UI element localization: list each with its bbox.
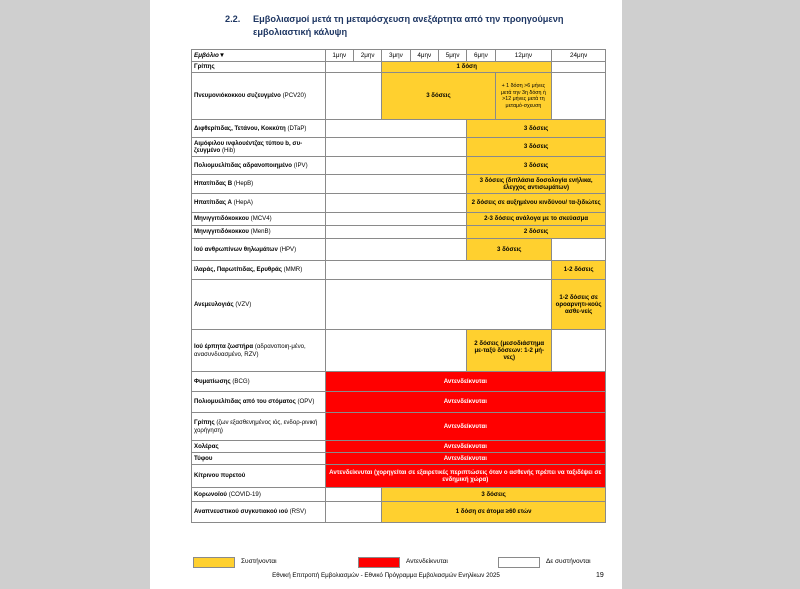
table-row bbox=[192, 175, 606, 194]
recommended-cell: 1-2 δόσεις σε οροαρνητι-κούς ασθε-νείς bbox=[552, 280, 606, 330]
empty-cell bbox=[325, 157, 467, 175]
recommended-cell: + 1 δόση >6 μήνες μετά την 3η δόση ή >12 μήνες μετά τη μεταμό-σχευση bbox=[495, 73, 552, 120]
vaccine-name: Μηνιγγιτιδόκοκκου (MenB) bbox=[192, 226, 326, 239]
empty-cell bbox=[552, 62, 606, 73]
vaccine-name: Φυματίωσης (BCG) bbox=[192, 372, 326, 392]
page-number: 19 bbox=[596, 572, 604, 579]
table-row bbox=[192, 194, 606, 213]
recommended-cell: 3 δόσεις (διπλάσια δοσολογία ενήλικα, έλεγχος αντισωμάτων) bbox=[467, 175, 606, 194]
recommended-cell: 2 δόσεις σε αυξημένου κινδύνου/ τα-ξιδιώτες bbox=[467, 194, 606, 213]
empty-cell bbox=[325, 175, 467, 194]
vaccine-name: Πολιομυελίτιδας αδρανοποιημένο (IPV) bbox=[192, 157, 326, 175]
table-row bbox=[192, 465, 606, 488]
table-row bbox=[192, 488, 606, 502]
legend-swatch-recommended bbox=[193, 557, 235, 568]
contraindicated-cell: Αντενδείκνυται bbox=[325, 392, 605, 413]
contraindicated-cell: Αντενδείκνυται bbox=[325, 413, 605, 441]
recommended-cell: 3 δόσεις bbox=[467, 239, 552, 261]
vaccine-name: Ανεμευλογιάς (VZV) bbox=[192, 280, 326, 330]
recommended-cell: 1 δόση bbox=[382, 62, 552, 73]
table-row bbox=[192, 280, 606, 330]
table-row bbox=[192, 392, 606, 413]
legend-label-recommended: Συστήνονται bbox=[241, 558, 277, 565]
recommended-cell: 3 δόσεις bbox=[382, 488, 606, 502]
table-row bbox=[192, 239, 606, 261]
table-row bbox=[192, 330, 606, 372]
month-header: 5μην bbox=[438, 50, 466, 62]
legend-swatch-not-recommended bbox=[498, 557, 540, 568]
empty-cell bbox=[552, 73, 606, 120]
table-row bbox=[192, 372, 606, 392]
vaccine-name: Ιλαράς, Παρωτίτιδας, Ερυθράς (MMR) bbox=[192, 261, 326, 280]
empty-cell bbox=[325, 239, 467, 261]
recommended-cell: 3 δόσεις bbox=[467, 157, 606, 175]
vaccine-name: Τύφου bbox=[192, 453, 326, 465]
vaccination-schedule-table bbox=[191, 49, 606, 523]
recommended-cell: 2 δόσεις bbox=[467, 226, 606, 239]
vaccine-name: Ιού έρπητα ζωστήρα (αδρανοποιη-μένο, ανασυνδυασμένο, RZV) bbox=[192, 330, 326, 372]
month-header: 2μην bbox=[353, 50, 381, 62]
vaccine-name: Αναπνευστικού συγκυτιακού ιού (RSV) bbox=[192, 502, 326, 523]
month-header: 1μην bbox=[325, 50, 353, 62]
contraindicated-cell: Αντενδείκνυται bbox=[325, 441, 605, 453]
contraindicated-cell: Αντενδείκνυται bbox=[325, 372, 605, 392]
empty-cell bbox=[552, 239, 606, 261]
recommended-cell: 1-2 δόσεις bbox=[552, 261, 606, 280]
recommended-cell: 2 δόσεις (μεσοδιάστημα με-ταξύ δόσεων: 1-2 μή-νες) bbox=[467, 330, 552, 372]
section-title: Εμβολιασμοί μετά τη μεταμόσχευση ανεξάρτητα από την προηγούμενη εμβολιαστική κάλυψη bbox=[253, 14, 564, 37]
empty-cell bbox=[325, 120, 467, 138]
table-row bbox=[192, 413, 606, 441]
empty-cell bbox=[325, 330, 467, 372]
empty-cell bbox=[325, 502, 382, 523]
empty-cell bbox=[325, 62, 382, 73]
table-row bbox=[192, 226, 606, 239]
table-row bbox=[192, 138, 606, 157]
table-row bbox=[192, 120, 606, 138]
empty-cell bbox=[325, 261, 552, 280]
vaccine-name: Μηνιγγιτιδόκοκκου (MCV4) bbox=[192, 213, 326, 226]
vaccine-name: Γρίπης bbox=[192, 62, 326, 73]
vaccine-name: Γρίπης (ζων εξασθενημένος ιός, ενδορ-ρινική χορήγηση) bbox=[192, 413, 326, 441]
month-header: 24μην bbox=[552, 50, 606, 62]
empty-cell bbox=[325, 280, 552, 330]
document-page bbox=[150, 0, 622, 589]
legend-swatch-contraindicated bbox=[358, 557, 400, 568]
contraindicated-cell: Αντενδείκνυται bbox=[325, 453, 605, 465]
month-header: 3μην bbox=[382, 50, 410, 62]
table-row bbox=[192, 261, 606, 280]
vaccine-name: Κορωνοϊού (COVID-19) bbox=[192, 488, 326, 502]
recommended-cell: 3 δόσεις bbox=[467, 120, 606, 138]
section-number: 2.2. bbox=[225, 14, 241, 24]
table-row bbox=[192, 502, 606, 523]
table-row bbox=[192, 62, 606, 73]
table-header-row bbox=[192, 50, 606, 62]
vaccine-name: Αιμόφιλου ινφλουέντζας τύπου b, συ-ζευγμένο (Hib) bbox=[192, 138, 326, 157]
empty-cell bbox=[325, 226, 467, 239]
vaccine-name: Ιού ανθρωπίνων θηλωμάτων (HPV) bbox=[192, 239, 326, 261]
page-footer: Εθνική Επιτροπή Εμβολιασμών - Εθνικό Πρόγραμμα Εμβολιασμών Ενηλίκων 2025 bbox=[272, 572, 500, 579]
recommended-cell: 3 δόσεις bbox=[382, 73, 495, 120]
table-row bbox=[192, 441, 606, 453]
vaccine-name: Πολιομυελίτιδας από του στόματος (OPV) bbox=[192, 392, 326, 413]
vaccine-name: Χολέρας bbox=[192, 441, 326, 453]
vaccine-name: Διφθερίτιδας, Τετάνου, Κοκκύτη (DTaP) bbox=[192, 120, 326, 138]
legend-label-not-recommended: Δε συστήνονται bbox=[546, 558, 591, 565]
vaccine-name: Πνευμονιόκοκκου συζευγμένο (PCV20) bbox=[192, 73, 326, 120]
table-row bbox=[192, 213, 606, 226]
recommended-cell: 1 δόση σε άτομα ≥60 ετών bbox=[382, 502, 606, 523]
month-header: 12μην bbox=[495, 50, 552, 62]
legend bbox=[193, 555, 606, 567]
vaccine-name: Κίτρινου πυρετού bbox=[192, 465, 326, 488]
month-header: 4μην bbox=[410, 50, 438, 62]
empty-cell bbox=[325, 138, 467, 157]
table-row bbox=[192, 453, 606, 465]
empty-cell bbox=[325, 213, 467, 226]
contraindicated-cell: Αντενδείκνυται (χορηγείται σε εξαιρετικές περιπτώσεις όταν ο ασθενής πρέπει να ταξιδέψει σε ενδημική χώρα) bbox=[325, 465, 605, 488]
vaccine-name: Ηπατίτιδας Α (HepA) bbox=[192, 194, 326, 213]
legend-label-contraindicated: Αντενδείκνυται bbox=[406, 558, 448, 565]
month-header: 6μην bbox=[467, 50, 495, 62]
recommended-cell: 3 δόσεις bbox=[467, 138, 606, 157]
empty-cell bbox=[325, 73, 382, 120]
table-row bbox=[192, 157, 606, 175]
empty-cell bbox=[325, 194, 467, 213]
vaccine-column-header[interactable]: Εμβόλιο▼ bbox=[192, 50, 326, 62]
empty-cell bbox=[552, 330, 606, 372]
vaccine-name: Ηπατίτιδας Β (HepB) bbox=[192, 175, 326, 194]
empty-cell bbox=[325, 488, 382, 502]
table-row bbox=[192, 73, 606, 120]
recommended-cell: 2-3 δόσεις ανάλογα με το σκεύασμα bbox=[467, 213, 606, 226]
